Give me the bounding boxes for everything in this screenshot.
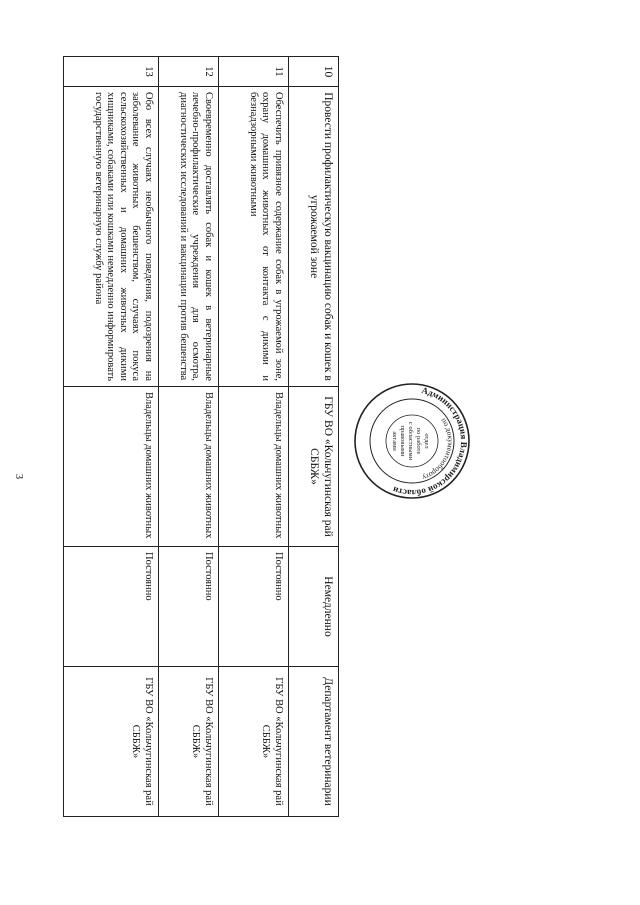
control-cell: Департамент ветеринарии [289, 667, 339, 817]
page-number: 3 [13, 474, 24, 479]
stamp-ring-text: по документообороту [421, 416, 456, 483]
executor-cell: Владельцы домашних животных [219, 387, 289, 547]
term-cell: Постоянно [159, 547, 219, 667]
term-cell: Постоянно [219, 547, 289, 667]
measure-cell: Обо всех случаях необычного поведения, подозрения на заболевание животных бешенством, случаях покуса сельскохозяйственных и домашних животных дикими хищниками, собаками или кошками немедленно информировать государственную ветеринарную службу района [64, 87, 159, 387]
measures-table [63, 56, 339, 817]
measure-cell: Своевременно доставлять собак и кошек в ветеринарные лечебно-профилактические учреждения для осмотра, диагностических исследований и вакцинации против бешенства [159, 87, 219, 387]
rotated-table-wrapper [64, 56, 339, 816]
control-cell: ГБУ ВО «Кольчугинская рай СББЖ» [64, 667, 159, 817]
table-row [289, 57, 339, 817]
row-number: 10 [289, 57, 339, 87]
control-cell: ГБУ ВО «Кольчугинская рай СББЖ» [219, 667, 289, 817]
measure-cell: Обеспечить привязное содержание собак в угрожаемой зоне, охрану домашних животных от контакта с дикими и безнадзорными животными [219, 87, 289, 387]
table-row [219, 57, 289, 817]
stamp-line: актами [391, 431, 398, 451]
row-number: 11 [219, 57, 289, 87]
row-number: 13 [64, 57, 159, 87]
row-number: 12 [159, 57, 219, 87]
stamp-line: по работе [415, 427, 422, 455]
executor-cell: Владельцы домашних животных [159, 387, 219, 547]
executor-cell: ГБУ ВО «Кольчугинская рай СББЖ» [289, 387, 339, 547]
stamp-line: правовыми [399, 425, 406, 457]
official-stamp [353, 382, 471, 500]
stamp-line: отдел [423, 433, 430, 449]
term-cell: Постоянно [64, 547, 159, 667]
measure-cell: Провести профилактическую вакцинацию собак и кошек в угрожаемой зоне [289, 87, 339, 387]
term-cell: Немедленно [289, 547, 339, 667]
table-row [64, 57, 159, 817]
stamp-line: с областными [407, 421, 414, 461]
control-cell: ГБУ ВО «Кольчугинская рай СББЖ» [159, 667, 219, 817]
executor-cell: Владельцы домашних животных [64, 387, 159, 547]
stamp-outer-text: Администрация Владимирской области [391, 385, 470, 499]
table-row [159, 57, 219, 817]
